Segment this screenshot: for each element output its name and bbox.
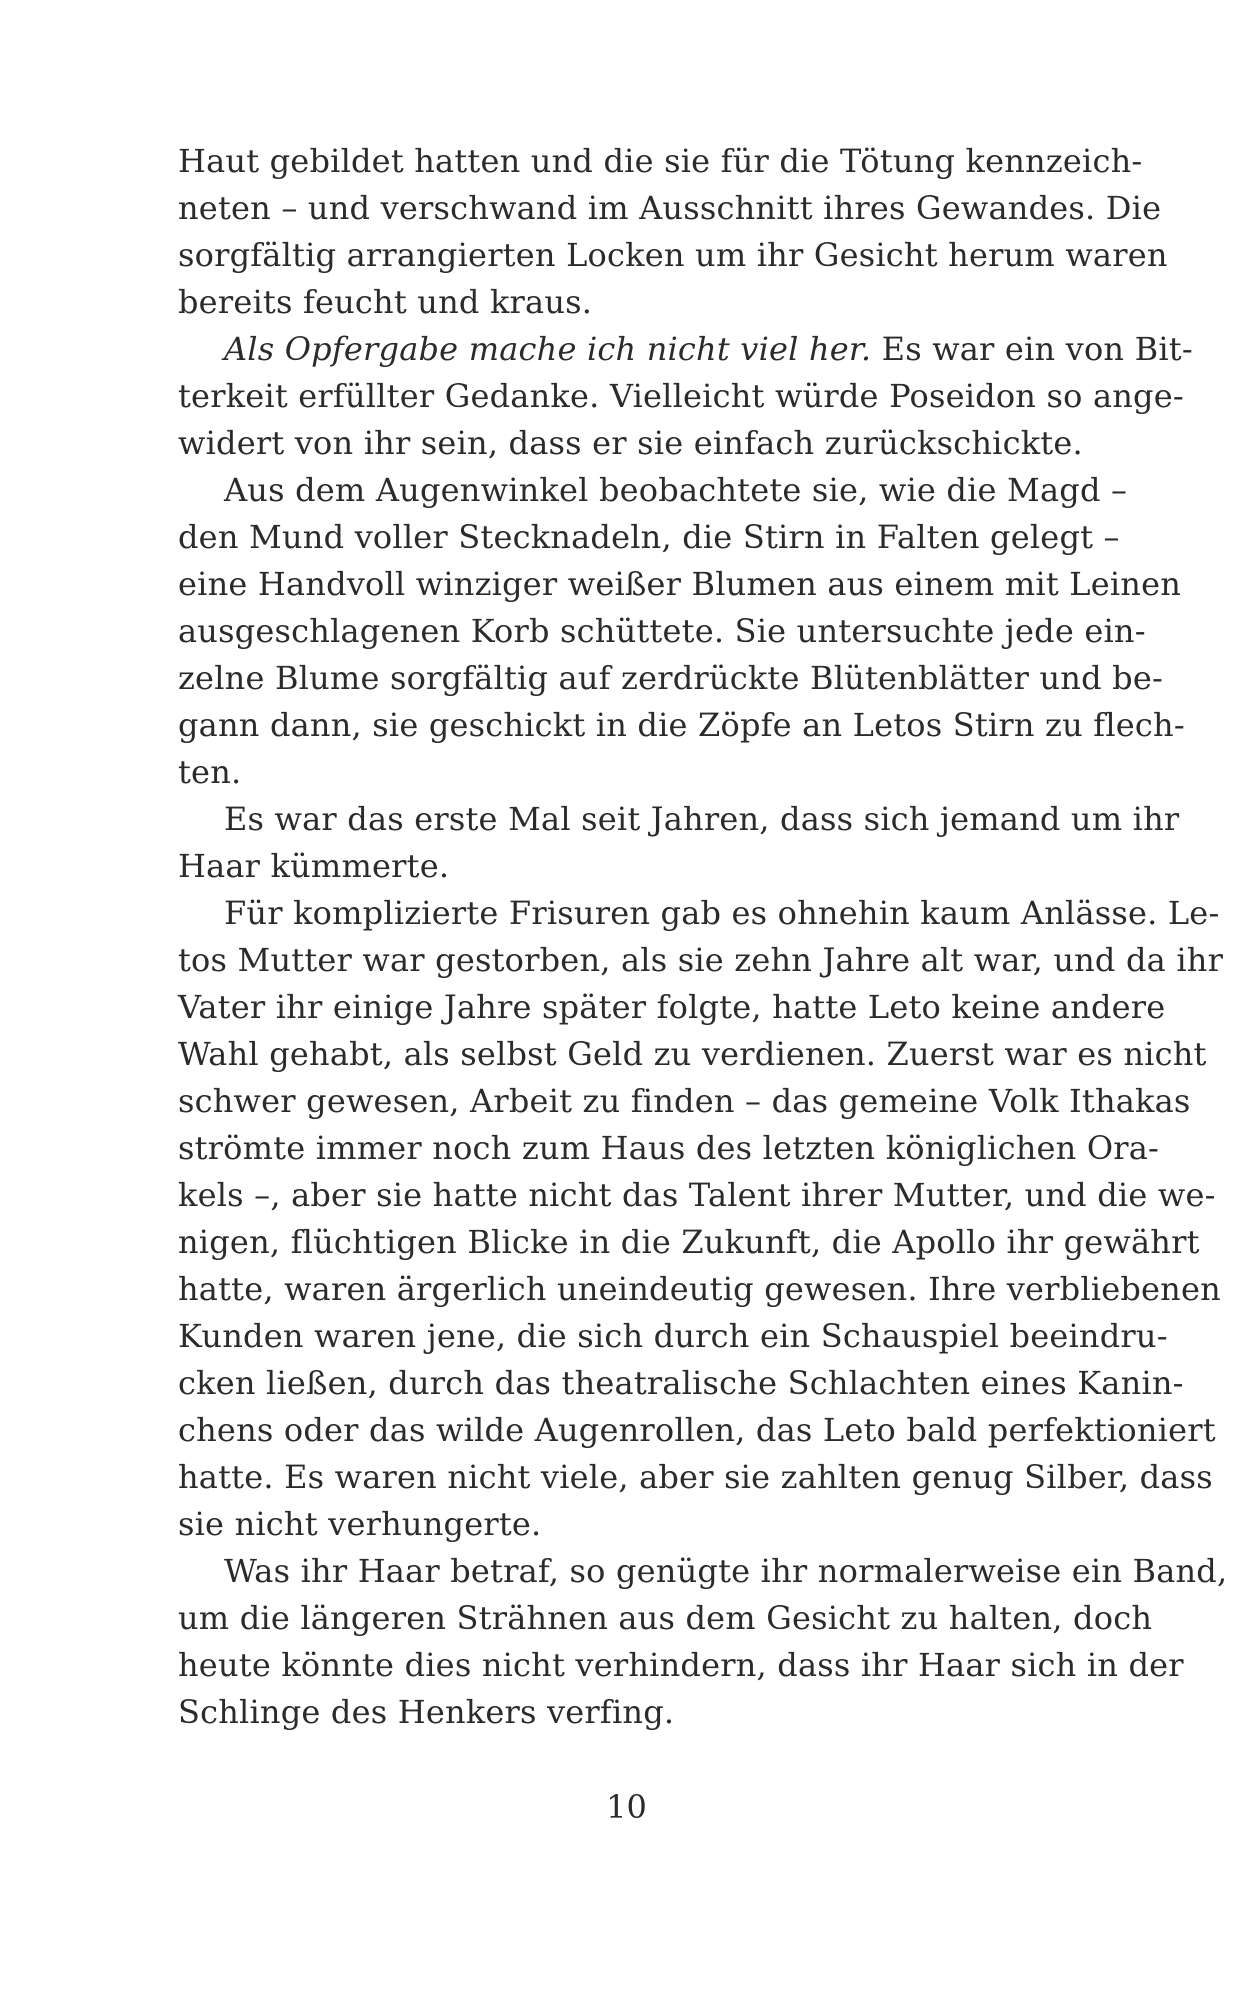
text-line: widert von ihr sein, dass er sie einfach zurückschickte.	[178, 424, 1083, 462]
text-line: neten – und verschwand im Ausschnitt ihres Gewandes. Die	[178, 189, 1162, 227]
text-fragment: Es war ein von Bit-	[871, 330, 1193, 368]
text-line: cken ließen, durch das theatralische Schlachten eines Kanin-	[178, 1364, 1184, 1402]
text-line: hatte. Es waren nicht viele, aber sie zahlten genug Silber, dass	[178, 1458, 1213, 1496]
text-line: Kunden waren jene, die sich durch ein Schauspiel beeindru-	[178, 1317, 1168, 1355]
text-line: Was ihr Haar betraf, so genügte ihr normalerweise ein Band,	[224, 1552, 1228, 1590]
text-line: heute könnte dies nicht verhindern, dass ihr Haar sich in der	[178, 1646, 1184, 1684]
text-line	[178, 326, 1193, 373]
text-line: kels –, aber sie hatte nicht das Talent ihrer Mutter, und die we-	[178, 1176, 1216, 1214]
text-line: Haar kümmerte.	[178, 847, 450, 885]
text-line: zelne Blume sorgfältig auf zerdrückte Blütenblätter und be-	[178, 659, 1164, 697]
text-line: bereits feucht und kraus.	[178, 283, 593, 321]
text-line: terkeit erfüllter Gedanke. Vielleicht würde Poseidon so ange-	[178, 377, 1184, 415]
text-line: Haut gebildet hatten und die sie für die Tötung kennzeich-	[178, 142, 1143, 180]
text-line: schwer gewesen, Arbeit zu finden – das gemeine Volk Ithakas	[178, 1082, 1191, 1120]
text-line: den Mund voller Stecknadeln, die Stirn in Falten gelegt –	[178, 518, 1120, 556]
text-line: ten.	[178, 753, 242, 791]
text-line: strömte immer noch zum Haus des letzten königlichen Ora-	[178, 1129, 1160, 1167]
text-line: Schlinge des Henkers verfing.	[178, 1693, 675, 1731]
text-line: um die längeren Strähnen aus dem Gesicht zu halten, doch	[178, 1599, 1153, 1637]
text-line: hatte, waren ärgerlich uneindeutig gewesen. Ihre verbliebenen	[178, 1270, 1221, 1308]
text-line: ausgeschlagenen Korb schüttete. Sie untersuchte jede ein-	[178, 612, 1146, 650]
text-line: sorgfältig arrangierten Locken um ihr Gesicht herum waren	[178, 236, 1168, 274]
text-line: sie nicht verhungerte.	[178, 1505, 542, 1543]
text-line: gann dann, sie geschickt in die Zöpfe an Letos Stirn zu flech-	[178, 706, 1185, 744]
text-line: Aus dem Augenwinkel beobachtete sie, wie die Magd –	[224, 471, 1128, 509]
text-line: Wahl gehabt, als selbst Geld zu verdienen. Zuerst war es nicht	[178, 1035, 1207, 1073]
text-line: tos Mutter war gestorben, als sie zehn Jahre alt war, und da ihr	[178, 941, 1224, 979]
page-number: 10	[606, 1788, 647, 1826]
text-line: chens oder das wilde Augenrollen, das Leto bald perfektioniert	[178, 1411, 1216, 1449]
text-line: eine Handvoll winziger weißer Blumen aus einem mit Leinen	[178, 565, 1182, 603]
text-line: Es war das erste Mal seit Jahren, dass sich jemand um ihr	[224, 800, 1180, 838]
text-line: Für komplizierte Frisuren gab es ohnehin kaum Anlässe. Le-	[224, 894, 1220, 932]
text-line: Vater ihr einige Jahre später folgte, hatte Leto keine andere	[178, 988, 1166, 1026]
body-text	[178, 138, 1228, 1736]
text-line: nigen, flüchtigen Blicke in die Zukunft, die Apollo ihr gewährt	[178, 1223, 1200, 1261]
italic-thought: Als Opfergabe mache ich nicht viel her.	[224, 330, 872, 368]
